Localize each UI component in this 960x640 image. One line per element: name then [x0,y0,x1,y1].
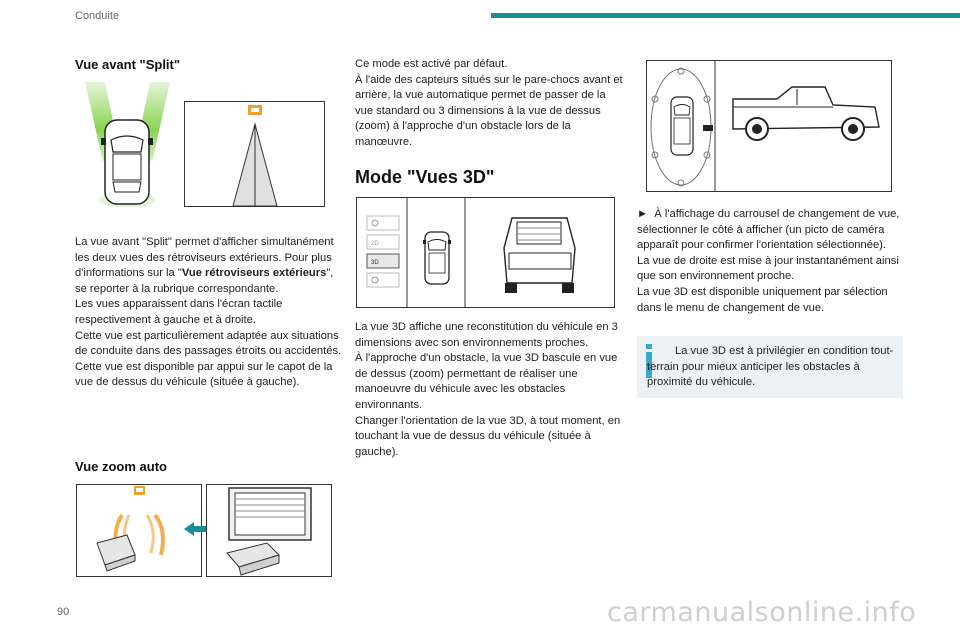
zoom-para-2: À l'aide des capteurs situés sur le pare-chocs avant et arrière, la vue automatique permet de passer de la vue standard ou 3 dimensions à la vue de dessus (zoom) à l'approche d'un obstacle lors de la manœuvre. [355,73,623,148]
menu-2d-label: 2D [371,241,379,247]
vues-3d-para-3: Changer l'orientation de la vue 3D, à tout moment, en touchant la vue de dessus du véhicule (située à gauche). [355,414,621,458]
vues-3d-description [355,320,625,460]
split-para-4: Cette vue est disponible par appui sur le capot de la vue de dessus du véhicule (située à gauche). [75,360,333,389]
camera-picto [703,125,713,131]
watermark: carmanualsonline.info [607,597,917,628]
split-para-1-bold: Vue rétroviseurs extérieurs [181,267,327,280]
split-para-1a: La vue avant "Split" permet d'afficher simultanément les deux vues des rétroviseurs extérieurs. Pour plus d'informations sur la " [75,236,334,280]
side-view-instructions [637,207,907,316]
header-accent-bar [491,13,960,18]
heading-mode-vues-3d: Mode "Vues 3D" [355,167,495,187]
split-para-2: Les vues apparaissent dans l'écran tactile respectivement à gauche et à droite. [75,298,283,326]
zoom-para-1: Ce mode est activé par défaut. [355,58,508,70]
vues-3d-para-1: La vue 3D affiche une reconstitution du véhicule en 3 dimensions avec son environnements proches. [355,321,618,349]
split-view-car-illustration [75,82,180,207]
split-para-1c: ", se reporter à la rubrique correspondante. [75,267,334,295]
side-view-para-2: La vue de droite est mise à jour instantanément ainsi que son environnement proche. [637,254,899,283]
heading-vue-zoom-auto: Vue zoom auto [75,459,167,474]
side-view-para-3: La vue 3D est disponible uniquement par sélection dans le menu de changement de vue. [637,285,888,314]
split-para-3: Cette vue est particulièrement adaptée aux situations de conduite dans des passages étroits ou accidentés. [75,329,342,358]
page-number: 90 [57,606,70,618]
heading-vue-avant-split: Vue avant "Split" [75,57,181,72]
menu-3d-label: 3D [371,260,379,266]
vues-3d-para-2: À l'approche d'un obstacle, la vue 3D bascule en vue de dessus (zoom) permettant de réaliser une manoeuvre du véhicule avec les obstacles environnants. [355,352,618,411]
vues-3d-screen [356,197,615,308]
zoom-auto-description [355,57,625,151]
section-title: Conduite [75,10,120,22]
bullet-arrow-icon: ► [637,208,649,220]
split-view-screen [184,101,325,207]
side-view-para-1: À l'affichage du carrousel de changement de vue, sélectionner le côté à afficher (un picto de caméra apparaît pour confirmer l'orientation sélectionnée). [637,208,900,252]
side-view-selection-screen [646,60,892,192]
info-note-text: La vue 3D est à privilégier en condition tout-terrain pour mieux anticiper les obstacles à proximité du véhicule. [647,345,894,389]
zoom-auto-right-screen [206,484,332,577]
info-note-box [637,336,903,398]
split-view-description [75,235,345,391]
